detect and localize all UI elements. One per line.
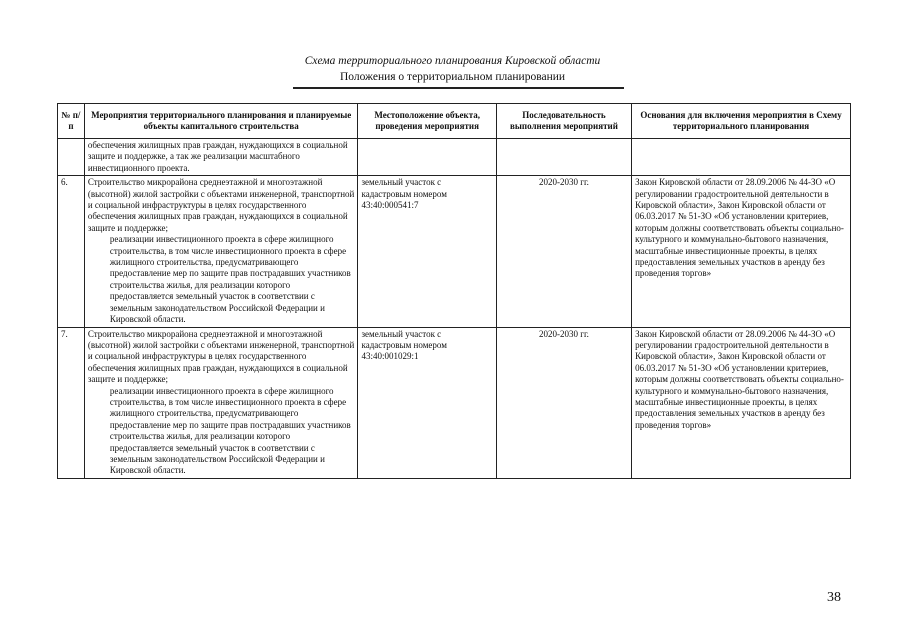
activity-cell: обеспечения жилищных прав граждан, нуждающихся в социальной защите и поддержке, а так же реализации масштабного инвестиционного проекта. [84, 139, 358, 176]
page-subtitle: Положения о территориальном планировании [339, 71, 566, 83]
table-header-row [58, 104, 851, 139]
table-row [58, 176, 851, 327]
sequence-cell: 2020-2030 гг. [496, 176, 631, 327]
page-number: 38 [827, 590, 841, 605]
table-row [58, 327, 851, 478]
activity-paragraph: реализации инвестиционного проекта в сфере жилищного строительства, в том числе инвестиционного проекта в сфере жилищного строительства, предусматривающего предоставление мер по защите прав пострадавших участников строительства жилья, для реализации которого предоставляется земельный участок в соответствии с земельным законодательством Российской Федерации и Кировской области. [109, 234, 351, 325]
column-header-number: № п/п [58, 104, 85, 139]
activity-cell [84, 176, 358, 327]
row-number-cell: 6. [58, 176, 85, 327]
basis-cell [632, 139, 851, 176]
location-cell [358, 139, 496, 176]
table-row-continuation [58, 139, 851, 176]
basis-cell: Закон Кировской области от 28.09.2006 № 44-ЗО «О регулировании градостроительной деятельности в Кировской области», Закон Кировской области от 06.03.2017 № 51-ЗО «Об установлении критериев, которым должны соответствовать объекты социально-культурного и коммунально-бытового назначения, масштабные инвестиционные проекты, в целях предоставления земельных участков в аренду без проведения торгов» [632, 327, 851, 478]
column-header-basis: Основания для включения мероприятия в Схему территориального планирования [632, 104, 851, 139]
territorial-planning-table [57, 103, 851, 479]
activity-paragraph: Строительство микрорайона среднеэтажной и многоэтажной (высотной) жилой застройки с объектами инженерной, транспортной и социальной инфраструктуры в целях государственного обеспечения жилищных прав граждан, нуждающихся в социальной защите и поддержке; [87, 328, 355, 385]
column-header-sequence: Последовательность выполнения мероприятий [496, 104, 631, 139]
activity-paragraph: Строительство микрорайона среднеэтажной и многоэтажной (высотной) жилой застройки с объектами инженерной, транспортной и социальной инфраструктуры в целях государственного обеспечения жилищных прав граждан, нуждающихся в социальной защите и поддержке; [87, 177, 355, 233]
activity-paragraph: реализации инвестиционного проекта в сфере жилищного строительства, в том числе инвестиционного проекта в сфере жилищного строительства, предусматривающего предоставление мер по защите прав пострадавших участников строительства жилья, для реализации которого предоставляется земельный участок в соответствии с земельным законодательством Российской Федерации и Кировской области. [109, 385, 351, 476]
title-underline [293, 87, 624, 89]
sequence-cell: 2020-2030 гг. [496, 327, 631, 478]
activity-cell [84, 327, 358, 478]
page-title: Схема территориального планирования Кировской области [304, 55, 601, 67]
location-cell: земельный участок с кадастровым номером 43:40:000541:7 [358, 176, 496, 327]
basis-cell: Закон Кировской области от 28.09.2006 № 44-ЗО «О регулировании градостроительной деятельности в Кировской области», Закон Кировской области от 06.03.2017 № 51-ЗО «Об установлении критериев, которым должны соответствовать объекты социально-культурного и коммунально-бытового назначения, масштабные инвестиционные проекты, в целях предоставления земельных участков в аренду без проведения торгов» [632, 176, 851, 327]
column-header-location: Местоположение объекта, проведения мероприятия [358, 104, 496, 139]
column-header-activity: Мероприятия территориального планирования и планируемые объекты капитального строительства [84, 104, 358, 139]
row-number-cell: 7. [58, 327, 85, 478]
sequence-cell [496, 139, 631, 176]
row-number-cell [58, 139, 85, 176]
location-cell: земельный участок с кадастровым номером 43:40:001029:1 [358, 327, 496, 478]
